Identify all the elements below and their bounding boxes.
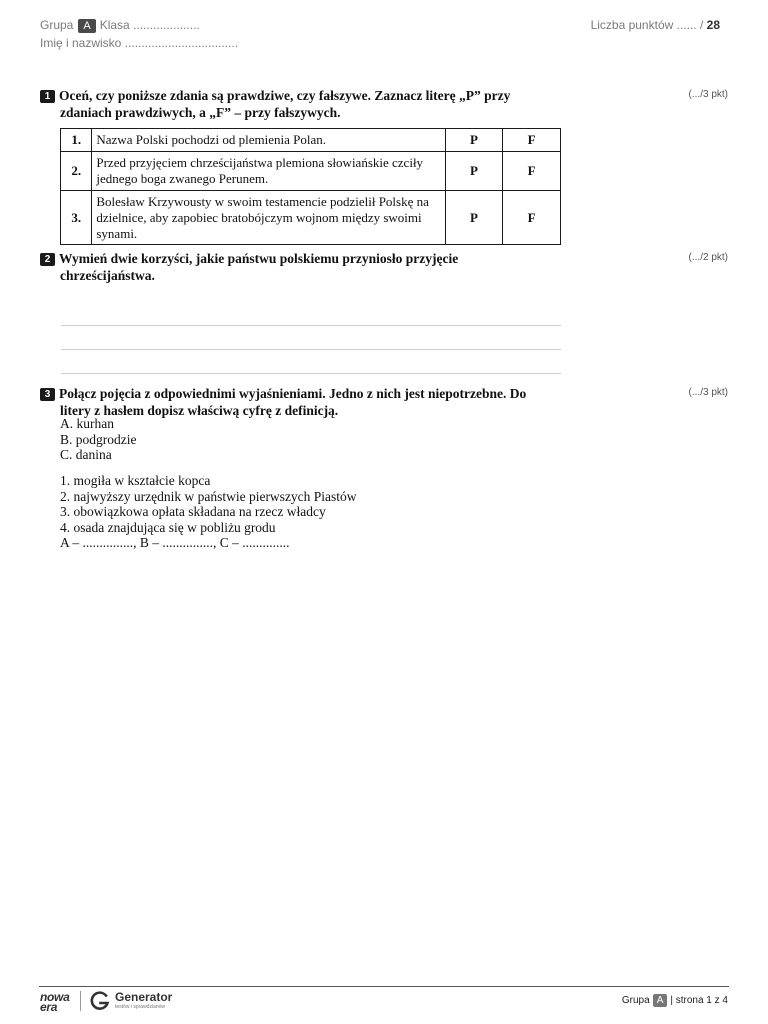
generator-title: Generator xyxy=(115,990,173,1004)
task1-title-line2: zdaniach prawdziwych, a „F” – przy fałszywych. xyxy=(60,105,341,120)
list-item: 3. obowiązkowa opłata składana na rzecz władcy xyxy=(60,504,326,519)
answer-line-text[interactable]: A – ..............., B – ..............., C – .............. xyxy=(60,535,290,550)
statement-text: Nazwa Polski pochodzi od plemienia Polan. xyxy=(92,129,445,152)
table-row xyxy=(61,152,561,191)
task3-number: 3 xyxy=(40,388,55,401)
task1-heading xyxy=(40,87,600,121)
false-option[interactable]: F xyxy=(503,129,561,152)
page-number: | strona 1 z 4 xyxy=(670,995,728,1006)
table-row xyxy=(61,191,561,245)
list-item: A. kurhan xyxy=(60,416,114,431)
answer-line[interactable] xyxy=(61,325,561,326)
task3-title-line2: litery z hasłem dopisz właściwą cyfrę z definicją. xyxy=(60,403,339,418)
group-field xyxy=(40,18,200,33)
group-badge: A xyxy=(78,19,95,33)
generator-icon xyxy=(89,990,111,1012)
row-number: 1. xyxy=(61,129,92,152)
definitions-list xyxy=(60,473,357,551)
answer-line[interactable] xyxy=(61,349,561,350)
points-total: 28 xyxy=(706,18,720,32)
task2-points: (.../2 pkt) xyxy=(688,252,728,263)
list-item: B. podgrodzie xyxy=(60,431,137,447)
footer-group-label: Grupa xyxy=(621,995,650,1006)
task3-heading xyxy=(40,385,600,419)
false-option[interactable]: F xyxy=(503,191,561,245)
logo-line2: era xyxy=(40,1000,58,1014)
list-item: 4. osada znajdująca się w pobliżu grodu xyxy=(60,519,276,535)
task2-number: 2 xyxy=(40,253,55,266)
footer-group-badge: A xyxy=(653,994,668,1007)
name-field: Imię i nazwisko .................................. xyxy=(40,36,239,50)
group-label: Grupa xyxy=(40,18,74,32)
task1-title-line1: Oceń, czy poniższe zdania są prawdziwe, czy fałszywe. Zaznacz literę „P” przy xyxy=(59,88,511,103)
logo-line1: nowa xyxy=(40,990,70,1004)
task2-heading xyxy=(40,250,600,284)
row-number: 3. xyxy=(61,191,92,245)
list-item: 1. mogiła w kształcie kopca xyxy=(60,473,211,488)
statement-text: Bolesław Krzywousty w swoim testamencie podzielił Polskę na dzielnice, aby zapobiec bratobójczym wojnom między swoimi synami. xyxy=(92,191,445,245)
task2-title-line1: Wymień dwie korzyści, jakie państwu polskiemu przyniosło przyjęcie xyxy=(59,251,459,266)
page-indicator xyxy=(622,994,728,1007)
publisher-logo xyxy=(40,992,69,1012)
row-number: 2. xyxy=(61,152,92,191)
class-field: Klasa .................... xyxy=(99,18,200,32)
generator-logo xyxy=(115,990,172,1010)
task3-title-line1: Połącz pojęcia z odpowiednimi wyjaśnieniami. Jedno z nich jest niepotrzebne. Do xyxy=(59,386,527,401)
true-option[interactable]: P xyxy=(445,152,503,191)
task2-title-line2: chrześcijaństwa. xyxy=(60,268,155,283)
true-option[interactable]: P xyxy=(445,129,503,152)
points-label: Liczba punktów ...... / xyxy=(590,18,704,32)
list-item: C. danina xyxy=(60,447,112,462)
true-false-table xyxy=(60,128,561,245)
answer-line[interactable] xyxy=(61,373,561,374)
terms-list xyxy=(60,416,137,463)
table-row xyxy=(61,129,561,152)
task1-points: (.../3 pkt) xyxy=(688,89,728,100)
false-option[interactable]: F xyxy=(503,152,561,191)
task1-number: 1 xyxy=(40,90,55,103)
points-summary xyxy=(591,18,720,32)
statement-text: Przed przyjęciem chrześcijaństwa plemiona słowiańskie czciły jednego boga zwanego Perunem. xyxy=(92,152,445,191)
footer-divider xyxy=(39,986,729,987)
generator-subtitle: testów i sprawdzianów xyxy=(115,1004,166,1010)
list-item: 2. najwyższy urzędnik w państwie pierwszych Piastów xyxy=(60,488,357,504)
true-option[interactable]: P xyxy=(445,191,503,245)
task3-points: (.../3 pkt) xyxy=(688,387,728,398)
logo-separator xyxy=(80,991,81,1011)
